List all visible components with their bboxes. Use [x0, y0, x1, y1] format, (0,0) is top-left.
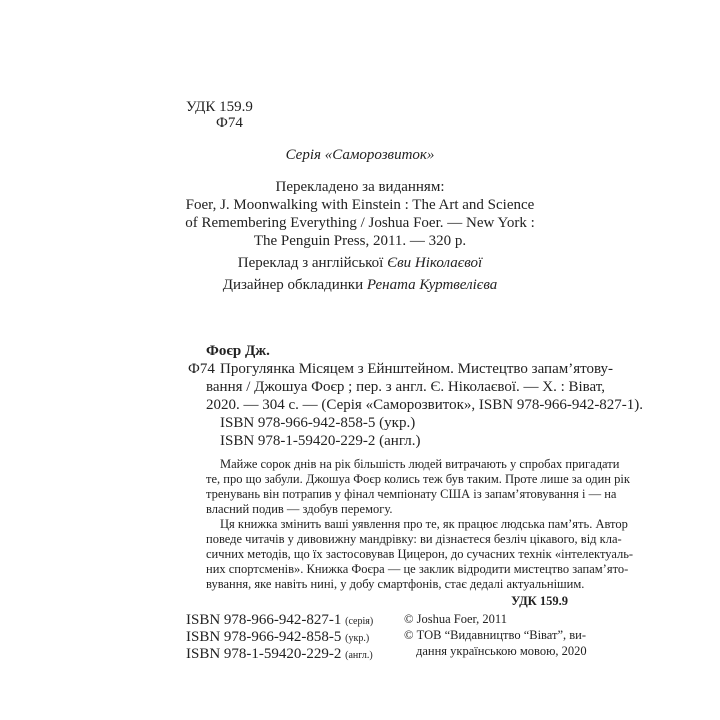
catalog-isbn-ukr: ISBN 978-966-942-858-5 (укр.)	[220, 415, 416, 431]
annotation-udk: УДК 159.9	[511, 594, 568, 608]
series-prefix: Серія «	[285, 147, 333, 163]
annotation-p1-line-3: тренувань він потрапив у фінал чемпіонату США із запам’ятовування і — на	[206, 487, 617, 501]
bbk-code-top: Ф74	[216, 115, 243, 131]
annotation-p2-line-3: сичних методів, що їх застосовував Цицерон, до сучасних технік «інтелектуаль-	[206, 547, 634, 561]
bottom-isbn-eng	[186, 645, 373, 665]
translator-line	[0, 254, 720, 272]
annotation-p1-line-2: те, про що забули. Джошуа Фоєр колись теж був таким. Проте лише за один рік	[206, 472, 630, 486]
annotation-p1-line-4: власний подив — здобув перемогу.	[206, 502, 393, 516]
bottom-isbn-eng-note: (англ.)	[345, 650, 373, 661]
translated-from-heading: Перекладено за виданням:	[275, 179, 445, 195]
annotation-p2-line-1: Ця книжка змінить ваші уявлення про те, як працює людська пам’ять. Автор	[220, 517, 628, 531]
catalog-description-line-1: Прогулянка Місяцем з Ейнштейном. Мистецтво запам’ятову-	[220, 361, 614, 377]
original-edition-line-1: Foer, J. Moonwalking with Einstein : The Art and Science	[185, 197, 535, 213]
bottom-isbn-series-note: (серія)	[345, 616, 374, 627]
translator-name: Єви Ніколаєвої	[387, 255, 483, 271]
copyright-line-3: дання українською мовою, 2020	[416, 644, 587, 658]
translator-label: Переклад з англійської	[237, 255, 388, 271]
bottom-isbn-ukr-note: (укр.)	[345, 633, 370, 644]
annotation-p1-line-1: Майже сорок днів на рік більшість людей витрачають у спробах пригадати	[220, 457, 620, 471]
catalog-description-line-3: 2020. — 304 с. — (Серія «Саморозвиток», ISBN 978-966-942-827-1).	[206, 397, 644, 413]
annotation-p2-line-2: поведе читачів у дивовижну мандрівку: ви дізнаєтеся безліч цікавого, від кла-	[206, 532, 622, 546]
annotation-p2-line-5: вування, яке навіть нині, у добу смартфонів, стає дедалі актуальнішим.	[206, 577, 585, 591]
series-suffix: »	[426, 147, 435, 163]
bottom-isbn-ukr-number: ISBN 978-966-942-858-5	[186, 629, 342, 645]
original-edition-line-3: The Penguin Press, 2011. — 320 p.	[253, 233, 467, 249]
annotation-p2-line-4: них спортсменів». Книжка Фоєра — це заклик відродити мистецтво запам’ято-	[206, 562, 629, 576]
bottom-isbn-series-number: ISBN 978-966-942-827-1	[186, 612, 342, 628]
bottom-isbn-eng-number: ISBN 978-1-59420-229-2	[186, 646, 342, 662]
series-line	[0, 146, 720, 164]
catalog-code: Ф74	[188, 361, 215, 377]
designer-name: Рената Куртвелієва	[366, 277, 498, 293]
designer-label: Дизайнер обкладинки	[222, 277, 367, 293]
catalog-description-line-2: вання / Джошуа Фоєр ; пер. з англ. Є. Ніколаєвої. — Х. : Віват,	[206, 379, 605, 395]
catalog-author: Фоєр Дж.	[206, 343, 270, 359]
copyright-line-2: © ТОВ “Видавництво “Віват”, ви-	[404, 628, 587, 642]
catalog-isbn-eng: ISBN 978-1-59420-229-2 (англ.)	[220, 433, 421, 449]
udk-code-top: УДК 159.9	[186, 99, 253, 115]
series-name: Саморозвиток	[332, 147, 427, 163]
copyright-line-1: © Joshua Foer, 2011	[404, 612, 507, 626]
original-edition-line-2: of Remembering Everything / Joshua Foer. — New York :	[185, 215, 535, 231]
designer-line	[0, 276, 720, 294]
